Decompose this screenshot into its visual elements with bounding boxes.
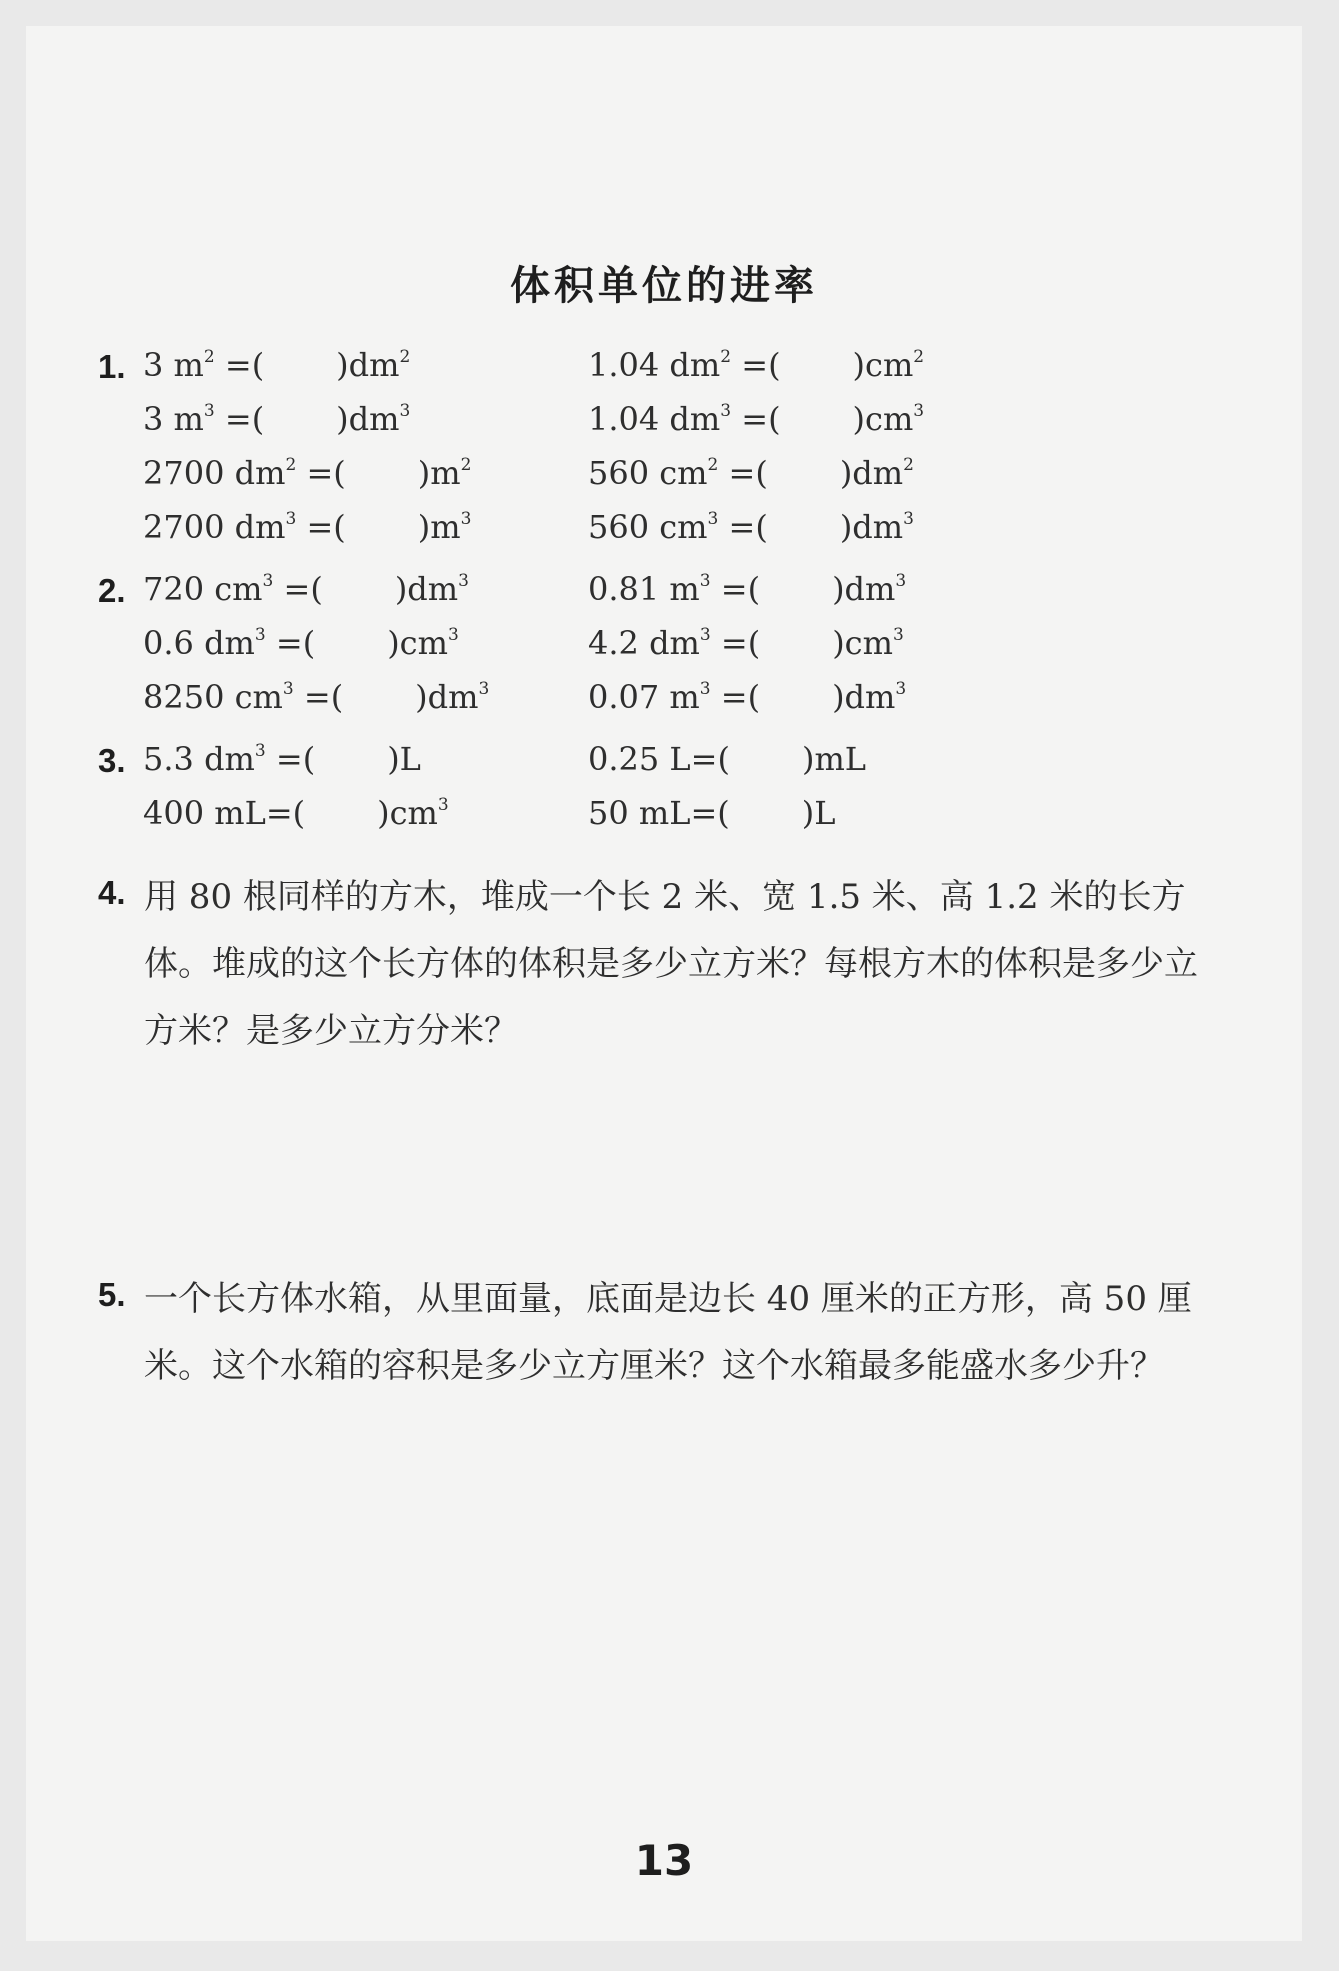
q2-right-2: 4.2 $dm^3$ =( )$cm^3$	[588, 624, 904, 662]
q1-left-3: 2700 $dm^2$ =( )$m^2$	[143, 454, 472, 492]
q3-right-1: 0.25 L=( )mL	[588, 740, 867, 778]
q1-left-2: 3 $m^3$ =( )$dm^3$	[143, 400, 411, 438]
q1-left-1: 3 $m^2$ =( )$dm^2$	[143, 346, 411, 384]
page-number: 13	[634, 1836, 694, 1885]
question-5-number: 5.	[98, 1276, 126, 1313]
question-3-number: 3.	[98, 742, 126, 779]
question-1-number: 1.	[98, 348, 126, 385]
q3-left-1: 5.3 $dm^3$ =( )L	[143, 740, 421, 778]
q2-left-2: 0.6 $dm^3$ =( )$cm^3$	[143, 624, 459, 662]
q2-right-1: 0.81 $m^3$ =( )$dm^3$	[588, 570, 907, 608]
q1-left-4: 2700 $dm^3$ =( )$m^3$	[143, 508, 472, 546]
q2-left-1: 720 $cm^3$ =( )$dm^3$	[143, 570, 469, 608]
q1-right-2: 1.04 $dm^3$ =( )$cm^3$	[588, 400, 925, 438]
question-4-number: 4.	[98, 874, 126, 911]
q3-right-2: 50 mL=( )L	[588, 794, 836, 832]
q1-right-3: 560 $cm^2$ =( )$dm^2$	[588, 454, 914, 492]
q1-right-4: 560 $cm^3$ =( )$dm^3$	[588, 508, 914, 546]
page-title: 体积单位的进率	[510, 263, 818, 309]
q2-right-3: 0.07 $m^3$ =( )$dm^3$	[588, 678, 907, 716]
question-5-text: 一个长方体水箱，从里面量，底面是边长 40 厘米的正方形，高 50 厘米。这个水箱的容积是多少立方厘米？这个水箱最多能盛水多少升？	[144, 1279, 1192, 1386]
worksheet-page	[26, 26, 1302, 1941]
question-2-number: 2.	[98, 572, 126, 609]
q3-left-2: 400 mL=( )$cm^3$	[143, 794, 449, 832]
q1-right-1: 1.04 $dm^2$ =( )$cm^2$	[588, 346, 925, 384]
q2-left-3: 8250 $cm^3$ =( )$dm^3$	[143, 678, 490, 716]
question-4-text: 用 80 根同样的方木，堆成一个长 2 米、宽 1.5 米、高 1.2 米的长方体。堆成的这个长方体的体积是多少立方米？每根方木的体积是多少立方米？是多少立方分米？	[144, 877, 1198, 1051]
